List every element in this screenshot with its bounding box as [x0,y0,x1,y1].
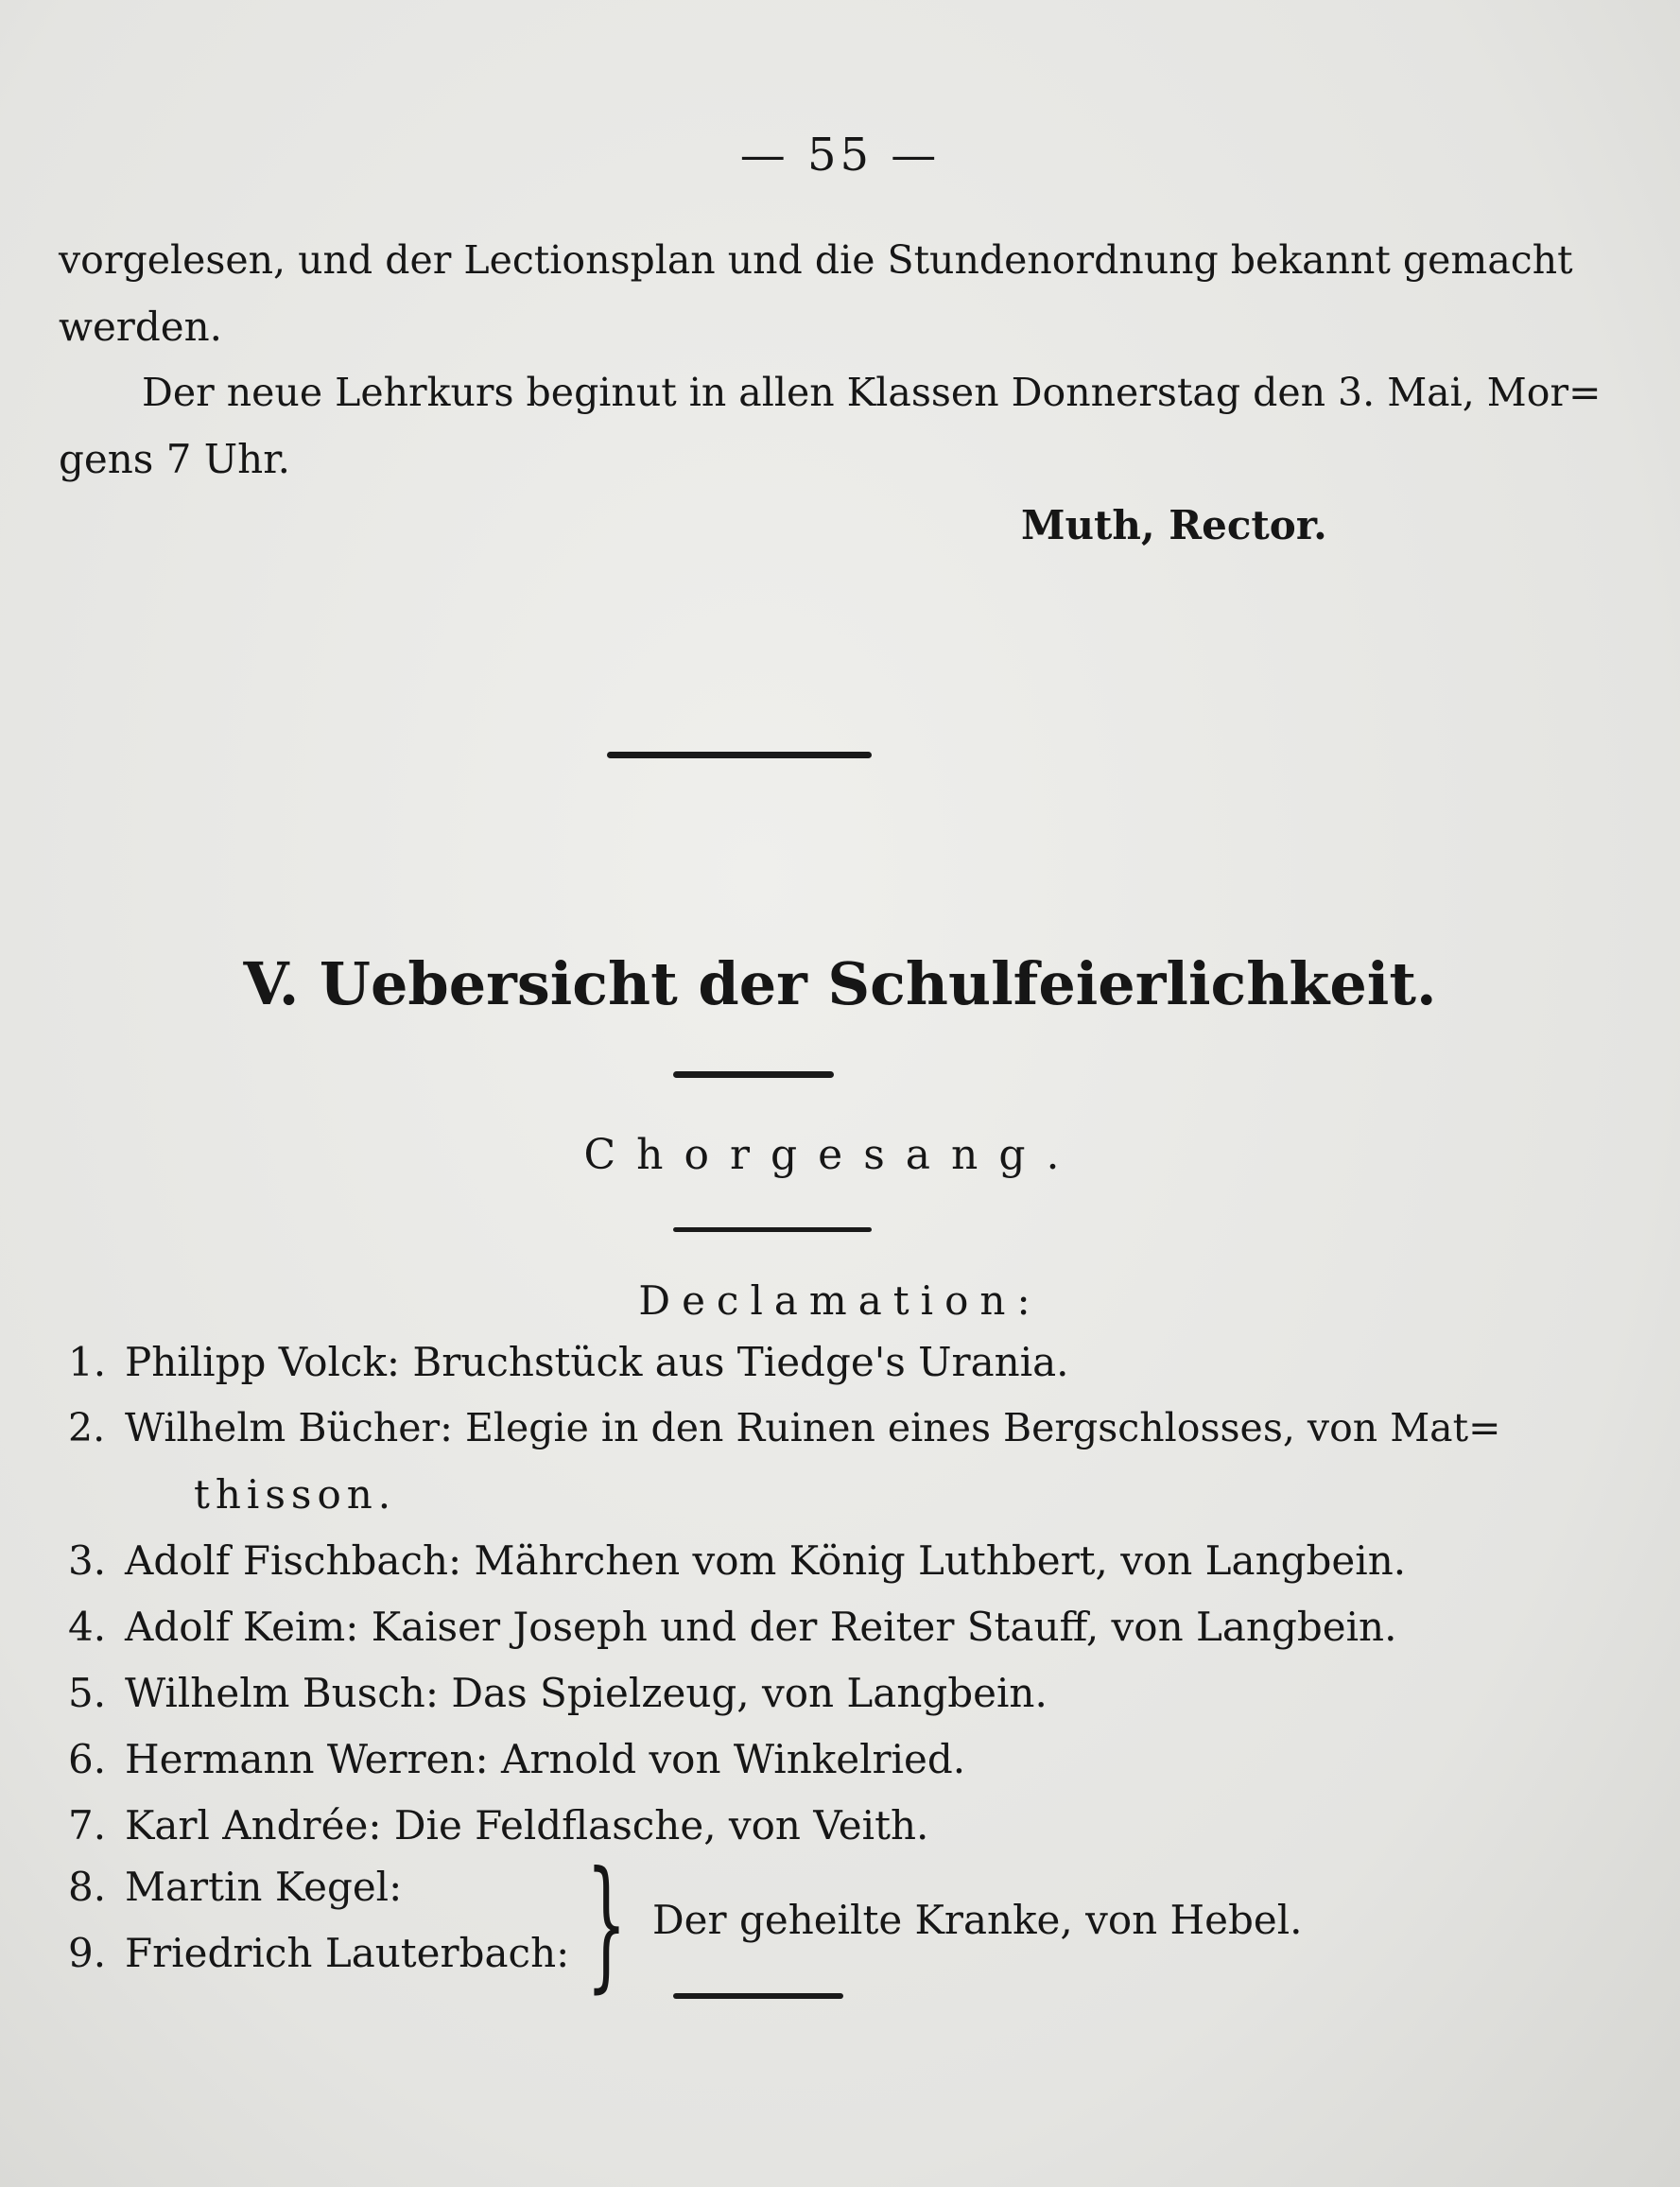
grouping-brace: } [586,1842,627,2006]
declamation-label: Declamation: [638,1277,1042,1324]
list-item-8: 8. Martin Kegel: [68,1864,403,1910]
list-item-2: 2. Wilhelm Bücher: Elegie in den Ruinen eines Bergschlosses, von Mat= [68,1405,1501,1450]
list-item-3: 3. Adolf Fischbach: Mährchen vom König Luthbert, von Langbein. [68,1537,1407,1584]
page-number: — 55 — [739,129,941,182]
section-heading: V. Uebersicht der Schulfeierlichkeit. [243,949,1437,1018]
list-item-4: 4. Adolf Keim: Kaiser Joseph und der Reiter Stauff, von Langbein. [68,1604,1397,1650]
section-divider [607,752,872,758]
chorus-rule [673,1227,872,1232]
list-item-5: 5. Wilhelm Busch: Das Spielzeug, von Langbein. [68,1670,1048,1716]
list-item-7: 7. Karl Andrée: Die Feldflasche, von Veith. [68,1802,929,1849]
list-item-2-continuation: thisson. [194,1471,397,1518]
list-item-6: 6. Hermann Werren: Arnold von Winkelried. [68,1736,966,1782]
closing-rule [673,1993,843,1999]
shared-piece: Der geheilte Kranke, von Hebel. [652,1897,1303,1943]
list-item-1: 1. Philipp Volck: Bruchstück aus Tiedge's Urania. [68,1339,1069,1385]
intro-line-1: vorgelesen, und der Lectionsplan und die Stundenordnung bekannt gemacht [59,237,1573,283]
signature: Muth, Rector. [1021,502,1327,548]
heading-rule [673,1071,834,1078]
intro-line-2: werden. [59,304,223,350]
intro-line-4: gens 7 Uhr. [59,436,291,482]
chorus-label: Chorgesang. [583,1131,1081,1179]
intro-line-3: Der neue Lehrkurs beginut in allen Klassen Donnerstag den 3. Mai, Mor= [142,370,1602,415]
list-item-9: 9. Friedrich Lauterbach: [68,1930,570,1976]
